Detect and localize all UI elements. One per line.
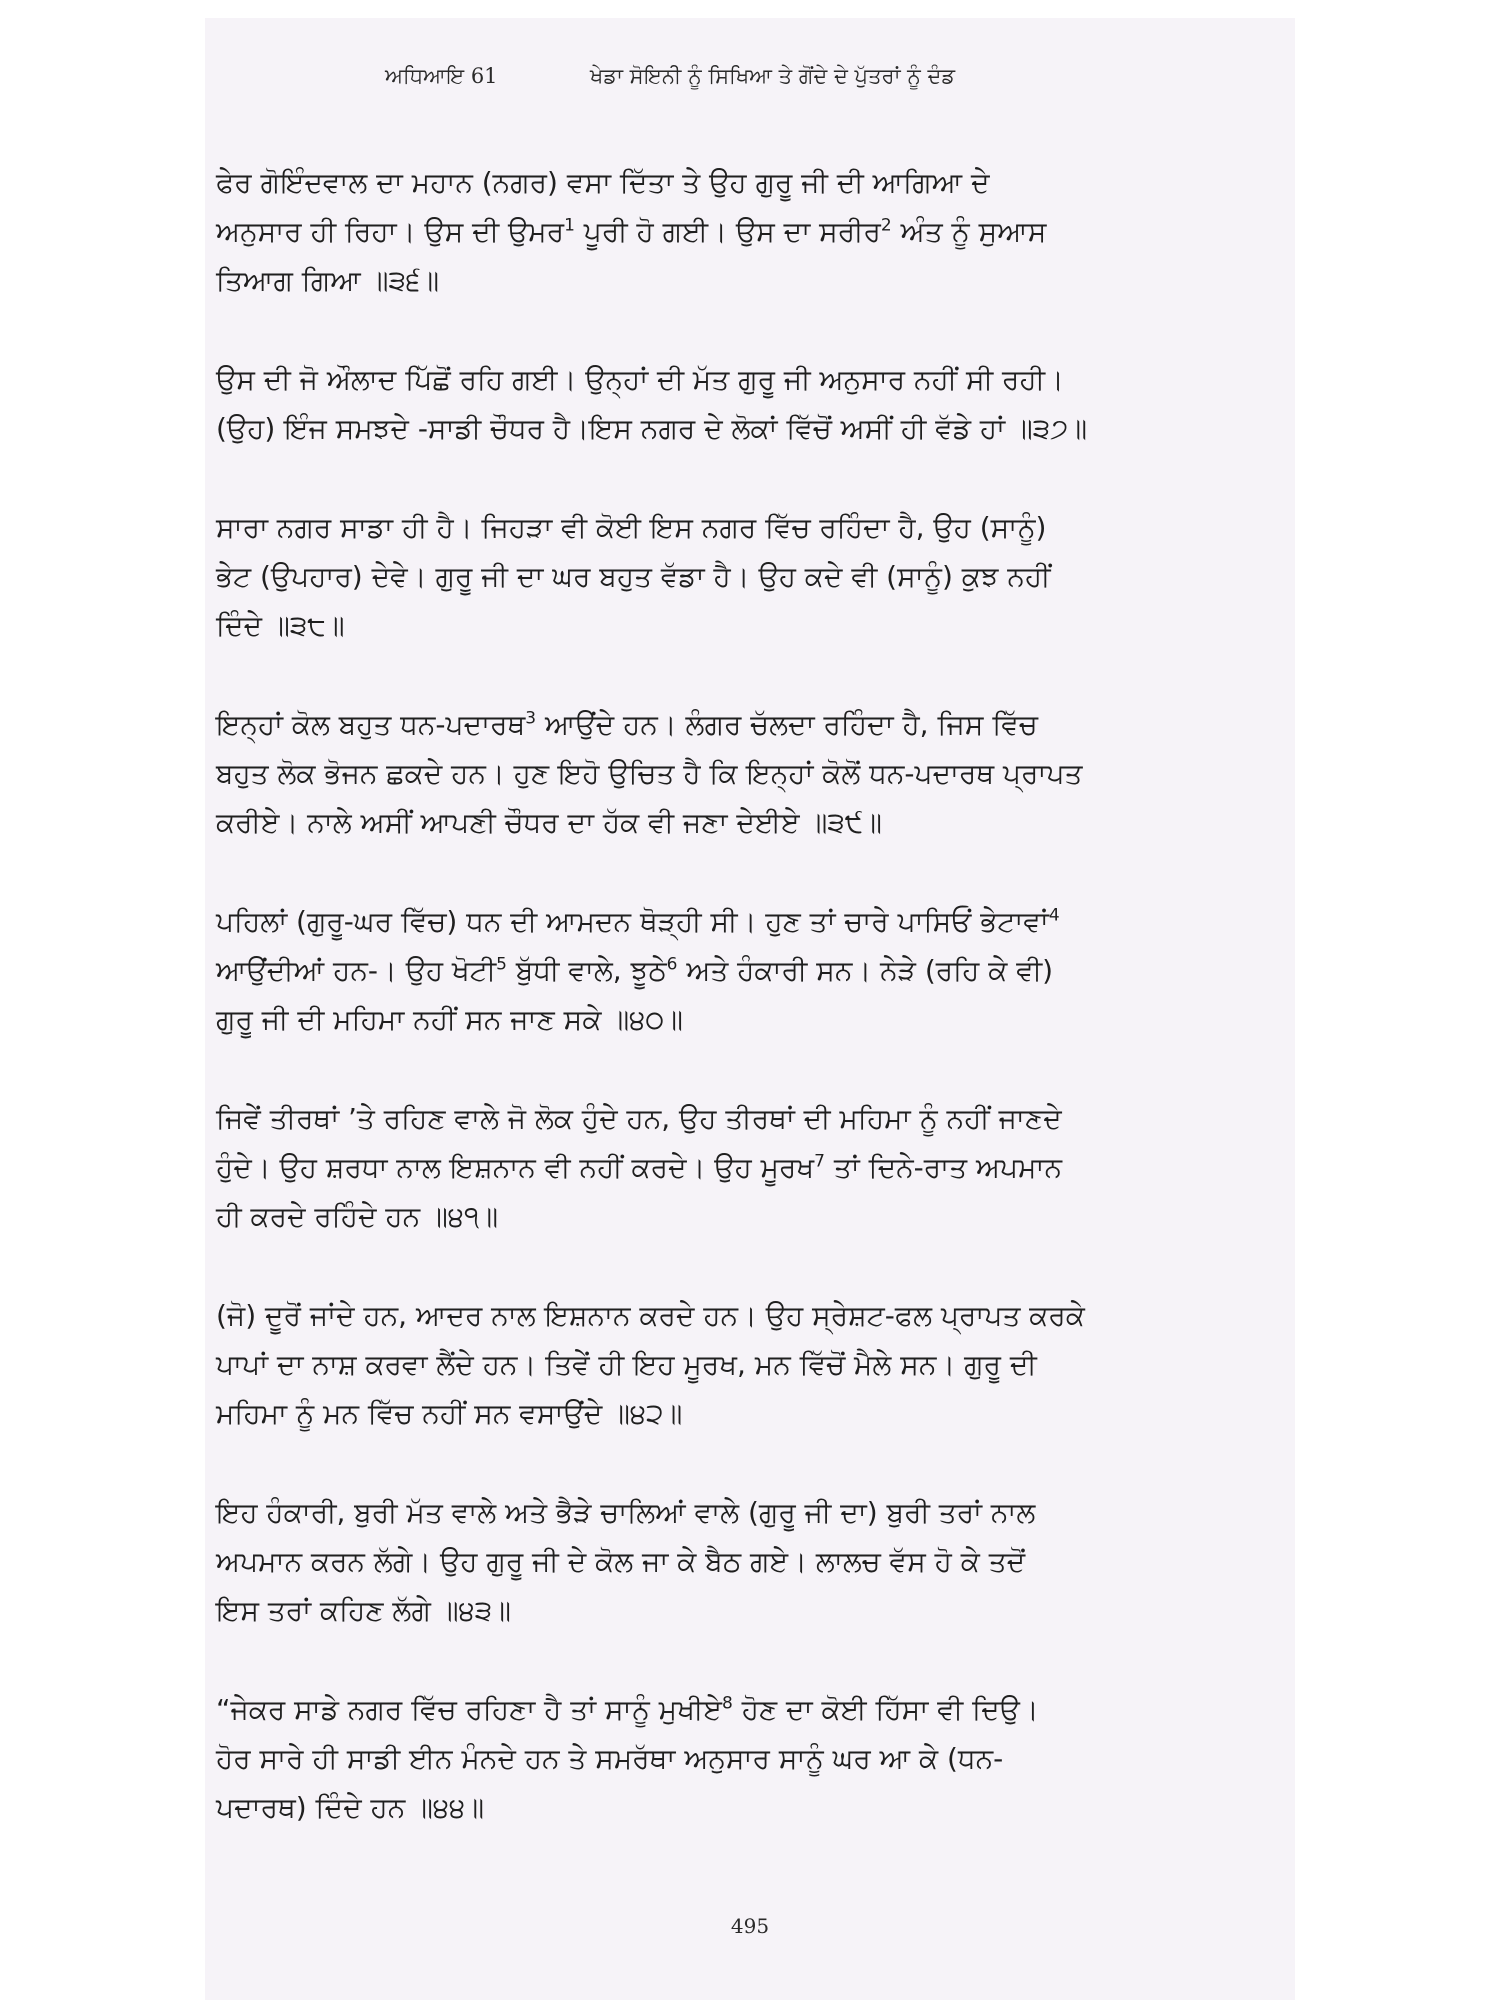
verse-paragraph <box>216 1488 1234 1635</box>
verse-paragraph <box>216 897 1234 1044</box>
text-line <box>216 897 1234 946</box>
text-line <box>216 1143 1234 1192</box>
line-text: ਆਉਂਦੀਆਂ ਹਨ-। ਉਹ ਖੋਟੀ <box>216 954 497 987</box>
running-header <box>205 64 1295 98</box>
verse-paragraph <box>216 1685 1234 1832</box>
footnote-marker: 8 <box>722 1693 733 1714</box>
text-line <box>216 700 1234 749</box>
text-line <box>216 1389 1234 1438</box>
line-text: ਤਿਆਗ ਗਿਆ ॥੩੬॥ <box>216 264 440 297</box>
line-text: ਹੁੰਦੇ। ਉਹ ਸ਼ਰਧਾ ਨਾਲ ਇਸ਼ਨਾਨ ਵੀ ਨਹੀਂ ਕਰਦੇ। ਉਹ ਮੂਰਖ <box>216 1151 815 1184</box>
text-line <box>216 1488 1234 1537</box>
chapter-title: ਖੇਡਾ ਸੋਇਨੀ ਨੂੰ ਸਿਖਿਆ ਤੇ ਗੋਂਦੇ ਦੇ ਪੁੱਤਰਾਂ ਨੂੰ ਦੰਡ <box>590 64 956 88</box>
text-line <box>216 404 1234 453</box>
line-text: ਗੁਰੂ ਜੀ ਦੀ ਮਹਿਮਾ ਨਹੀਂ ਸਨ ਜਾਣ ਸਕੇ ॥੪੦॥ <box>216 1003 684 1036</box>
text-line <box>216 256 1234 305</box>
text-line <box>216 1340 1234 1389</box>
text-line <box>216 207 1234 256</box>
line-text: ਇਨ੍ਹਾਂ ਕੋਲ ਬਹੁਤ ਧਨ-ਪਦਾਰਥ <box>216 708 526 741</box>
line-text: ਤਾਂ ਦਿਨੇ-ਰਾਤ ਅਪਮਾਨ <box>824 1151 1063 1184</box>
text-line <box>216 798 1234 847</box>
text-line <box>216 1537 1234 1586</box>
line-text: ਅੰਤ ਨੂੰ ਸੁਆਸ <box>891 215 1047 248</box>
line-text: ਬਹੁਤ ਲੋਕ ਭੋਜਨ ਛਕਦੇ ਹਨ। ਹੁਣ ਇਹੋ ਉਚਿਤ ਹੈ ਕਿ ਇਨ੍ਹਾਂ ਕੋਲੋਂ ਧਨ-ਪਦਾਰਥ ਪ੍ਰਾਪਤ <box>216 757 1083 790</box>
line-text: ਇਹ ਹੰਕਾਰੀ, ਬੁਰੀ ਮੱਤ ਵਾਲੇ ਅਤੇ ਭੈੜੇ ਚਾਲਿਆਂ ਵਾਲੇ (ਗੁਰੂ ਜੀ ਦਾ) ਬੁਰੀ ਤਰਾਂ ਨਾਲ <box>216 1496 1036 1529</box>
line-text: ਉਸ ਦੀ ਜੋ ਔਲਾਦ ਪਿੱਛੋਂ ਰਹਿ ਗਈ। ਉਨ੍ਹਾਂ ਦੀ ਮੱਤ ਗੁਰੂ ਜੀ ਅਨੁਸਾਰ ਨਹੀਂ ਸੀ ਰਹੀ। <box>216 363 1064 396</box>
footnote-marker: 6 <box>666 954 678 975</box>
line-text: ਜਿਵੇਂ ਤੀਰਥਾਂ ’ਤੇ ਰਹਿਣ ਵਾਲੇ ਜੋ ਲੋਕ ਹੁੰਦੇ ਹਨ, ਉਹ ਤੀਰਥਾਂ ਦੀ ਮਹਿਮਾ ਨੂੰ ਨਹੀਂ ਜਾਣਦੇ <box>216 1102 1062 1135</box>
verse-paragraph <box>216 700 1234 847</box>
line-text: ਹੋਰ ਸਾਰੇ ਹੀ ਸਾਡੀ ਈਨ ਮੰਨਦੇ ਹਨ ਤੇ ਸਮਰੱਥਾ ਅਨੁਸਾਰ ਸਾਨੂੰ ਘਰ ਆ ਕੇ (ਧਨ- <box>216 1742 1004 1775</box>
text-line <box>216 355 1234 404</box>
verse-paragraph <box>216 503 1234 650</box>
line-text: ਹੀ ਕਰਦੇ ਰਹਿੰਦੇ ਹਨ ॥੪੧॥ <box>216 1200 499 1233</box>
line-text: ਫੇਰ ਗੋਇੰਦਵਾਲ ਦਾ ਮਹਾਨ (ਨਗਰ) ਵਸਾ ਦਿੱਤਾ ਤੇ ਉਹ ਗੁਰੂ ਜੀ ਦੀ ਆਗਿਆ ਦੇ <box>216 166 990 199</box>
text-line <box>216 946 1234 995</box>
text-line <box>216 1192 1234 1241</box>
line-text: (ਉਹ) ਇੰਜ ਸਮਝਦੇ -ਸਾਡੀ ਚੌਧਰ ਹੈ।ਇਸ ਨਗਰ ਦੇ ਲੋਕਾਂ ਵਿੱਚੋਂ ਅਸੀਂ ਹੀ ਵੱਡੇ ਹਾਂ ॥੩੭॥ <box>216 412 1088 445</box>
line-text: ਇਸ ਤਰਾਂ ਕਹਿਣ ਲੱਗੇ ॥੪੩॥ <box>216 1594 512 1627</box>
verse-paragraph <box>216 1291 1234 1438</box>
verse-paragraph <box>216 158 1234 305</box>
text-line <box>216 158 1234 207</box>
line-text: ਅਨੁਸਾਰ ਹੀ ਰਿਹਾ। ਉਸ ਦੀ ਉਮਰ <box>216 215 565 248</box>
line-text: ਪਾਪਾਂ ਦਾ ਨਾਸ਼ ਕਰਵਾ ਲੈਂਦੇ ਹਨ। ਤਿਵੇਂ ਹੀ ਇਹ ਮੂਰਖ, ਮਨ ਵਿੱਚੋਂ ਮੈਲੇ ਸਨ। ਗੁਰੂ ਦੀ <box>216 1348 1037 1381</box>
verse-paragraph <box>216 1094 1234 1241</box>
text-line <box>216 1783 1234 1832</box>
line-text: ਅਤੇ ਹੰਕਾਰੀ ਸਨ। ਨੇੜੇ (ਰਹਿ ਕੇ ਵੀ) <box>677 954 1054 987</box>
text-line <box>216 749 1234 798</box>
footnote-marker: 3 <box>525 708 537 729</box>
line-text: ਕਰੀਏ। ਨਾਲੇ ਅਸੀਂ ਆਪਣੀ ਚੌਧਰ ਦਾ ਹੱਕ ਵੀ ਜਣਾ ਦੇਈਏ ॥੩੯॥ <box>216 806 882 839</box>
line-text: ਮਹਿਮਾ ਨੂੰ ਮਨ ਵਿੱਚ ਨਹੀਂ ਸਨ ਵਸਾਉਂਦੇ ॥੪੨॥ <box>216 1397 683 1430</box>
text-line <box>216 1586 1234 1635</box>
line-text: ਪਹਿਲਾਂ (ਗੁਰੂ-ਘਰ ਵਿੱਚ) ਧਨ ਦੀ ਆਮਦਨ ਥੋੜ੍ਹੀ ਸੀ। ਹੁਣ ਤਾਂ ਚਾਰੇ ਪਾਸਿਓਂ ਭੇਟਾਵਾਂ <box>216 905 1049 938</box>
line-text: ਆਉਂਦੇ ਹਨ। ਲੰਗਰ ਚੱਲਦਾ ਰਹਿੰਦਾ ਹੈ, ਜਿਸ ਵਿੱਚ <box>536 708 1038 741</box>
text-line <box>216 1291 1234 1340</box>
text-line <box>216 1094 1234 1143</box>
text-line <box>216 503 1234 552</box>
text-line <box>216 1734 1234 1783</box>
verse-paragraph <box>216 355 1234 453</box>
line-text: (ਜੋ) ਦੂਰੋਂ ਜਾਂਦੇ ਹਨ, ਆਦਰ ਨਾਲ ਇਸ਼ਨਾਨ ਕਰਦੇ ਹਨ। ਉਹ ਸ੍ਰੇਸ਼ਟ-ਫਲ ਪ੍ਰਾਪਤ ਕਰਕੇ <box>216 1299 1085 1332</box>
line-text: ਦਿੰਦੇ ॥੩੮॥ <box>216 609 345 642</box>
text-line <box>216 1685 1234 1734</box>
line-text: ਪੂਰੀ ਹੋ ਗਈ। ਉਸ ਦਾ ਸਰੀਰ <box>574 215 881 248</box>
chapter-label: ਅਧਿਆਇ 61 <box>385 64 498 88</box>
line-text: ਬੁੱਧੀ ਵਾਲੇ, ਝੂਠੇ <box>506 954 667 987</box>
footnote-marker: 2 <box>880 215 892 236</box>
footnote-marker: 7 <box>814 1151 825 1172</box>
line-text: ਪਦਾਰਥ) ਦਿੰਦੇ ਹਨ ॥੪੪॥ <box>216 1791 485 1824</box>
line-text: “ਜੇਕਰ ਸਾਡੇ ਨਗਰ ਵਿੱਚ ਰਹਿਣਾ ਹੈ ਤਾਂ ਸਾਨੂੰ ਮੁਖੀਏ <box>216 1693 722 1726</box>
line-text: ਹੋਣ ਦਾ ਕੋਈ ਹਿੱਸਾ ਵੀ ਦਿਉ। <box>732 1693 1039 1726</box>
line-text: ਅਪਮਾਨ ਕਰਨ ਲੱਗੇ। ਉਹ ਗੁਰੂ ਜੀ ਦੇ ਕੋਲ ਜਾ ਕੇ ਬੈਠ ਗਏ। ਲਾਲਚ ਵੱਸ ਹੋ ਕੇ ਤਦੋਂ <box>216 1545 1026 1578</box>
line-text: ਸਾਰਾ ਨਗਰ ਸਾਡਾ ਹੀ ਹੈ। ਜਿਹੜਾ ਵੀ ਕੋਈ ਇਸ ਨਗਰ ਵਿੱਚ ਰਹਿੰਦਾ ਹੈ, ਉਹ (ਸਾਨੂੰ) <box>216 511 1047 544</box>
text-line <box>216 601 1234 650</box>
body-text <box>216 158 1234 1882</box>
line-text: ਭੇਟ (ਉਪਹਾਰ) ਦੇਵੇ। ਗੁਰੂ ਜੀ ਦਾ ਘਰ ਬਹੁਤ ਵੱਡਾ ਹੈ। ਉਹ ਕਦੇ ਵੀ (ਸਾਨੂੰ) ਕੁਝ ਨਹੀਂ <box>216 560 1051 593</box>
footnote-marker: 1 <box>564 215 575 236</box>
footnote-marker: 5 <box>496 954 507 975</box>
footnote-marker: 4 <box>1048 905 1060 926</box>
text-line <box>216 995 1234 1044</box>
text-line <box>216 552 1234 601</box>
page-number: 495 <box>730 1914 770 1938</box>
